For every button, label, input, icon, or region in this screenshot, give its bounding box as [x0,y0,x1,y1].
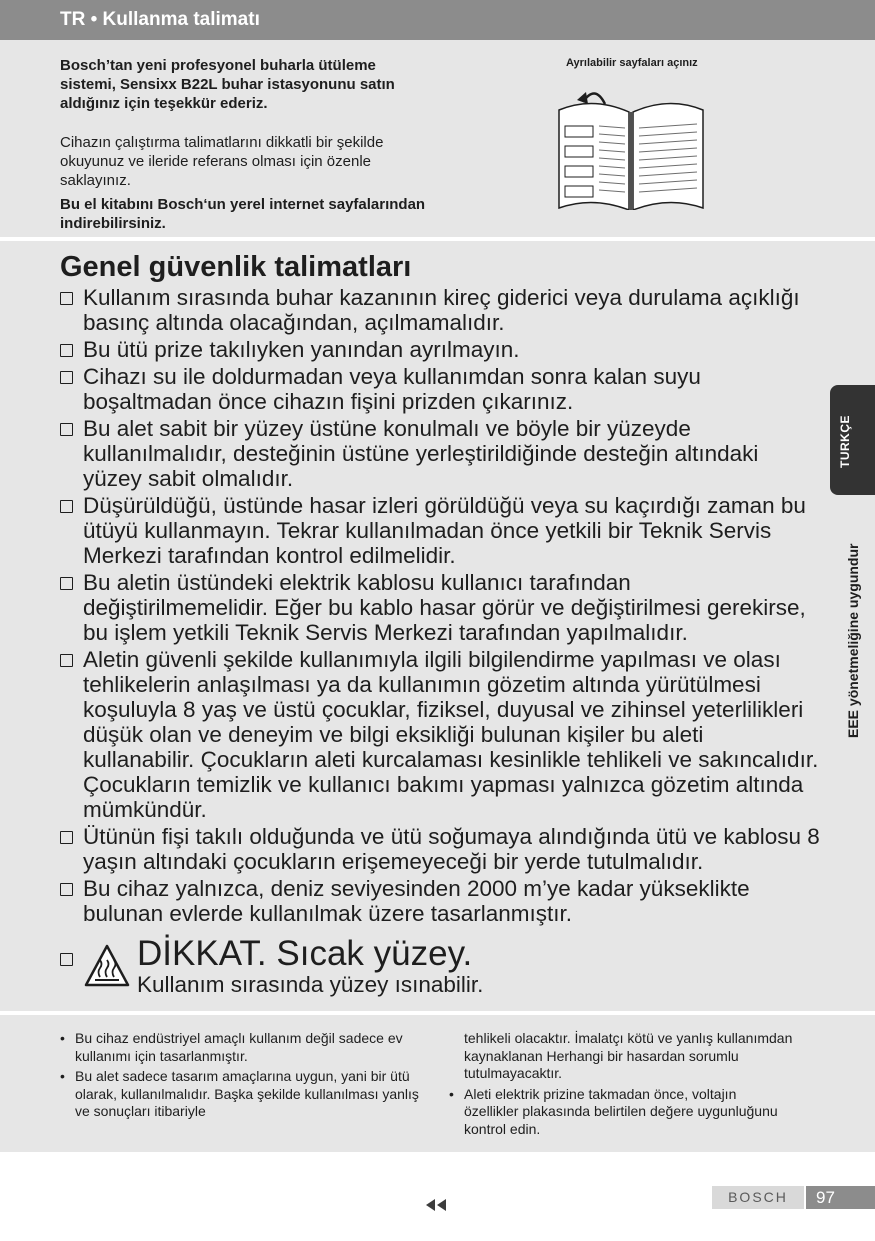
list-item [60,1030,425,1065]
safety-item-text: Bu aletin üstündeki elektrik kablosu kullanıcı tarafından değiştirilmemelidir. Eğer bu kablo hasar görür ve değiştirilmesi gerekirse, bu işlem yetkili Teknik Servis Merkezi tarafından yapılmalıdır. [83,570,806,645]
safety-item-text: Düşürüldüğü, üstünde hasar izleri görüldüğü veya su kaçırdığı zaman bu ütüyü kullanmayın. Tekrar kullanılmadan önce yetkili bir Teknik Servis Merkezi tarafından kontrol edilmelidir. [83,493,806,568]
page-number: 97 [806,1186,875,1209]
note-text: Aleti elektrik prizine takmadan önce, voltajın özellikler plakasında belirtilen değere uygunluğunu kontrol edin. [464,1085,778,1137]
notes-section [0,1015,875,1152]
weee-compliance-text: EEE yönetmeliğine uygundur [845,543,861,738]
safety-item-text: Bu cihaz yalnızca, deniz seviyesinden 2000 m’ye kadar yükseklikte bulunan evlerde kullanılmak üzere tasarlanmıştır. [83,876,750,926]
intro-download-text: Bu el kitabını Bosch‘un yerel internet sayfalarından indirebilirsiniz. [60,196,426,232]
safety-item-text: Bu ütü prize takılıyken yanından ayrılmayın. [83,337,520,362]
list-item [60,285,820,335]
safety-item-text: Aletin güvenli şekilde kullanımıyla ilgili bilgilendirme yapılması ve olası tehlikelerin anlaşılması ya da kullanımın gözetim altında yürütülmesi koşuluyla 8 yaş ve üstü çocuklar, fiziksel, duyusal ve zihinsel yeterlilikleri düşük olan ve deneyim ve bilgi eksikliği bulunan kişiler bu aleti kullanabilir. Çocukların aleti kurcalaması kesinlikle tehlikeli ve sakıncalıdır. Çocukların temizlik ve kullanıcı bakımı yapması yalnızca gözetim altında mümkündür. [83,647,819,822]
language-tab-label: TURKÇE [838,415,852,468]
language-tab[interactable] [830,385,875,495]
note-text: tehlikeli olacaktır. İmalatçı kötü ve yanlış kullanımdan kaynaklanan Herhangi bir hasardan sorumlu tutulmayacaktır. [464,1030,793,1081]
list-item [60,876,820,926]
safety-section [0,241,875,1011]
list-item [449,1086,794,1139]
footer-brand: BOSCH [712,1186,804,1209]
safety-item-text: Bu alet sabit bir yüzey üstüne konulmalı ve böyle bir yüzeyde kullanılmalıdır, desteğinin üstüne yerleştirildiğinde desteğin altındaki yüzey sabit olmalıdır. [83,416,759,491]
list-item [60,337,820,362]
intro-thanks-text: Bosch’tan yeni profesyonel buharla ütüleme sistemi, Sensixx B22L buhar istasyonunu satın aldığınız için teşekkür ederiz. [60,57,395,112]
list-item [60,647,820,822]
list-item [60,364,820,414]
list-item [60,416,820,491]
bullet: • [60,1030,65,1046]
bullet: • [60,1068,65,1084]
checkbox-icon [60,577,73,590]
intro-read-text: Cihazın çalıştırma talimatlarını dikkatli bir şekilde okuyunuz ve ileride referans olması için özenle saklayınız. [60,134,384,189]
checkbox-icon [60,953,73,966]
checkbox-icon [60,371,73,384]
safety-item-text: Ütünün fişi takılı olduğunda ve ütü soğumaya alındığında ütü ve kablosu 8 yaşın altındaki çocukların erişemeyeceği bir yerde tutulmalıdır. [83,824,820,874]
checkbox-icon [60,292,73,305]
checkbox-icon [60,423,73,436]
note-text: Bu cihaz endüstriyel amaçlı kullanım değil sadece ev kullanımı için tasarlanmıştır. [75,1030,403,1064]
safety-list [60,285,820,928]
page-header-title: TR • Kullanma talimatı [60,9,260,30]
checkbox-icon [60,344,73,357]
bullet: • [449,1085,454,1102]
fold-out-caption: Ayrılabilir sayfaları açınız [566,57,698,69]
warning-text: Kullanım sırasında yüzey ısınabilir. [137,972,484,997]
safety-item-text: Cihazı su ile doldurmadan veya kullanımdan sonra kalan suyu boşaltmadan önce cihazın fişini prizden çıkarınız. [83,364,701,414]
open-book-icon [555,78,707,210]
hot-surface-warning [60,934,760,1001]
list-item [60,1068,425,1121]
intro-section [0,40,875,237]
safety-title: Genel güvenlik talimatları [60,251,412,283]
hot-surface-warning-icon [83,943,131,989]
checkbox-icon [60,500,73,513]
warning-title: DİKKAT. Sıcak yüzey. [137,934,473,973]
list-item [60,570,820,645]
notes-column-right [449,1030,794,1141]
checkbox-icon [60,654,73,667]
safety-item-text: Kullanım sırasında buhar kazanının kireç giderici veya durulama açıklığı basınç altında olacağından, açılmamalıdır. [83,285,800,335]
note-text: Bu alet sadece tasarım amaçlarına uygun, yani bir ütü olarak, kullanılmalıdır. Başka şekilde kullanılması yanlış ve sonuçları itibariyle [75,1068,419,1119]
list-item [60,493,820,568]
list-item [449,1030,794,1083]
notes-column-left [60,1030,425,1124]
list-item [60,824,820,874]
previous-page-icon[interactable] [424,1198,448,1212]
checkbox-icon [60,883,73,896]
checkbox-icon [60,831,73,844]
header-bar [0,0,875,40]
